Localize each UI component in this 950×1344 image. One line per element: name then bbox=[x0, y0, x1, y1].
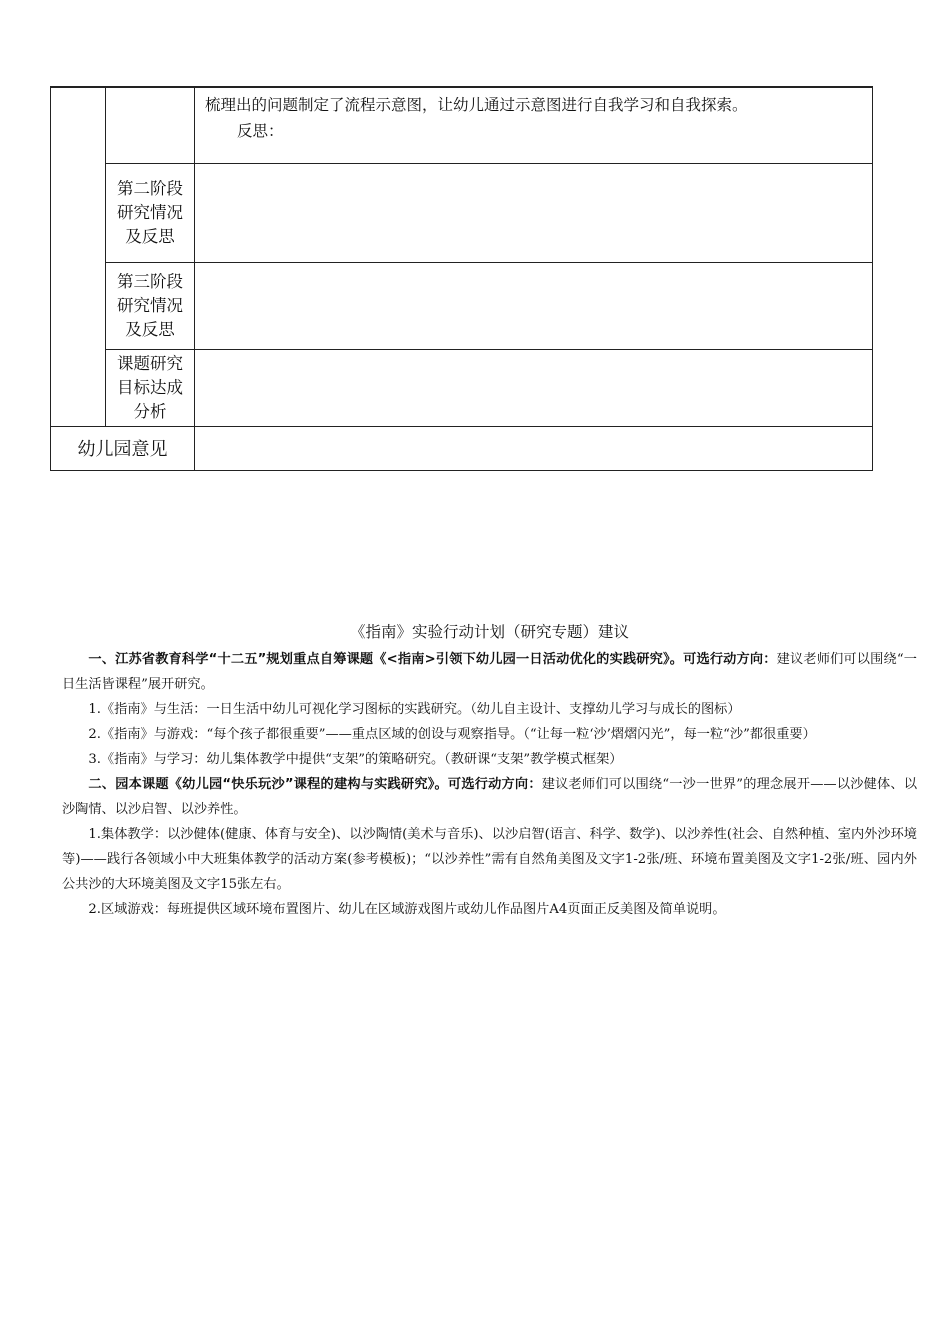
goal-analysis-content-cell bbox=[195, 349, 873, 426]
stage2-label-line: 第二阶段 bbox=[117, 178, 183, 198]
research-form-table bbox=[50, 86, 873, 471]
outer-label-cell bbox=[51, 87, 106, 426]
stage2-label-line: 及反思 bbox=[125, 226, 175, 246]
stage1-content-cell bbox=[195, 87, 873, 163]
stage3-label-line: 研究情况 bbox=[117, 295, 183, 315]
stage1-content-text: 梳理出的问题制定了流程示意图，让幼儿通过示意图进行自我学习和自我探索。 bbox=[205, 96, 748, 114]
proposal-section bbox=[62, 620, 917, 922]
stage3-label-cell bbox=[106, 262, 195, 349]
kindergarten-opinion-content-cell bbox=[195, 426, 873, 470]
table-row bbox=[51, 349, 873, 426]
reflection-label: 反思： bbox=[237, 122, 284, 140]
table-row bbox=[51, 426, 873, 470]
section1-text: 建议老师们可以围绕“一日生活皆课程”展开研究。 bbox=[62, 652, 917, 692]
stage3-content-cell bbox=[195, 262, 873, 349]
kindergarten-opinion-label: 幼儿园意见 bbox=[51, 426, 195, 470]
stage1-label-cell bbox=[106, 87, 195, 163]
section2-paragraph bbox=[62, 772, 917, 822]
proposal-title: 《指南》实验行动计划（研究专题）建议 bbox=[349, 623, 629, 641]
stage3-label-line: 及反思 bbox=[125, 319, 175, 339]
section2-item: 2.区域游戏：每班提供区域环境布置图片、幼儿在区域游戏图片或幼儿作品图片A4页面正反美图及简单说明。 bbox=[88, 902, 726, 917]
section1-heading: 一、江苏省教育科学“十二五”规划重点自筹课题《<指南>引领下幼儿园一日活动优化的实践研究》。可选行动方向： bbox=[88, 652, 777, 667]
section1-paragraph bbox=[62, 647, 917, 697]
section2-text: 建议老师们可以围绕“一沙一世界”的理念展开——以沙健体、以沙陶情、以沙启智、以沙养性。 bbox=[62, 777, 918, 817]
goal-analysis-label-line: 分析 bbox=[133, 401, 167, 421]
stage2-label-cell bbox=[106, 163, 195, 262]
stage2-label-line: 研究情况 bbox=[117, 202, 183, 222]
stage2-content-cell bbox=[195, 163, 873, 262]
section1-item: 3.《指南》与学习：幼儿集体教学中提供“支架”的策略研究。（教研课“支架”教学模式框架） bbox=[88, 752, 623, 767]
stage3-label-line: 第三阶段 bbox=[117, 271, 183, 291]
section2-item: 1.集体教学：以沙健体(健康、体育与安全)、以沙陶情(美术与音乐)、以沙启智(语言、科学、数学)、以沙养性(社会、自然种植、室内外沙环境等)——践行各领域小中大班集体教学的活动方案(参考模板)；“以沙养性”需有自然角美图及文字1-2张/班、环境布置美图及文字1-2张/班、园内外公共沙的大环境美图及文字15张左右。 bbox=[62, 827, 917, 892]
section1-item: 2.《指南》与游戏：“每个孩子都很重要”——重点区域的创设与观察指导。（“让每一粒‘沙’熠熠闪光”，每一粒“沙”都很重要） bbox=[88, 727, 816, 742]
table-row bbox=[51, 163, 873, 262]
goal-analysis-label-line: 目标达成 bbox=[117, 377, 183, 397]
section2-heading: 二、园本课题《幼儿园“快乐玩沙”课程的建构与实践研究》。可选行动方向： bbox=[88, 777, 542, 792]
table-row bbox=[51, 262, 873, 349]
goal-analysis-label-line: 课题研究 bbox=[117, 353, 183, 373]
section1-item: 1.《指南》与生活：一日生活中幼儿可视化学习图标的实践研究。（幼儿自主设计、支撑幼儿学习与成长的图标） bbox=[88, 702, 741, 717]
table-row bbox=[51, 87, 873, 163]
goal-analysis-label-cell bbox=[106, 349, 195, 426]
